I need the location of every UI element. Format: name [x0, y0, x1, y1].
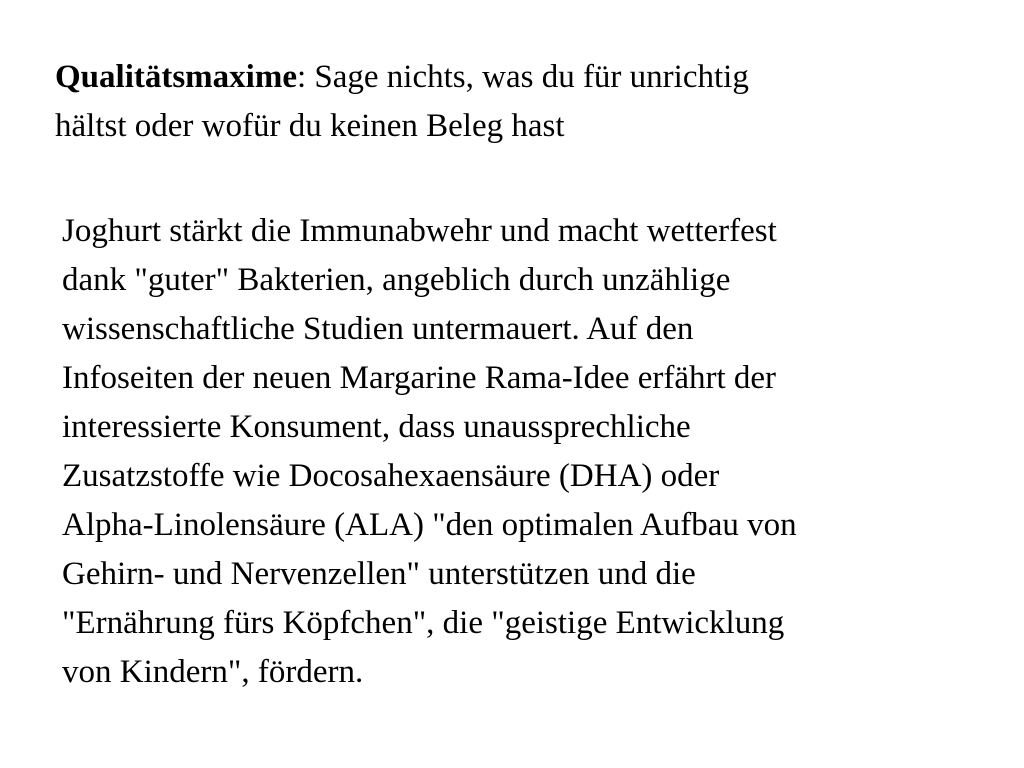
paragraph-line: Gehirn- und Nervenzellen" unterstützen und die: [62, 556, 696, 592]
paragraph-line: "Ernährung fürs Köpfchen", die "geistige Entwicklung: [62, 605, 785, 641]
maxim-heading-line-1: [55, 53, 995, 102]
paragraph-line: von Kindern", fördern.: [62, 654, 364, 690]
paragraph-line: Joghurt stärkt die Immunabwehr und macht wetterfest: [62, 213, 777, 249]
paragraph-line: dank "guter" Bakterien, angeblich durch unzählige: [62, 262, 731, 298]
paragraph-line: Infoseiten der neuen Margarine Rama-Idee erfährt der: [62, 360, 777, 396]
maxim-definition-part-1: : Sage nichts, was du für unrichtig: [296, 59, 749, 95]
maxim-heading: [55, 53, 995, 151]
paragraph-line: Alpha-Linolensäure (ALA) "den optimalen Aufbau von: [62, 507, 797, 543]
paragraph-line: wissenschaftliche Studien untermauert. Auf den: [62, 311, 694, 347]
paragraph-line: interessierte Konsument, dass unaussprechliche: [62, 409, 691, 445]
paragraph-line: Zusatzstoffe wie Docosahexaensäure (DHA) oder: [62, 458, 720, 494]
example-paragraph: [62, 207, 982, 697]
maxim-definition-part-2: hältst oder wofür du keinen Beleg hast: [55, 108, 565, 144]
maxim-term: Qualitätsmaxime: [55, 59, 297, 95]
